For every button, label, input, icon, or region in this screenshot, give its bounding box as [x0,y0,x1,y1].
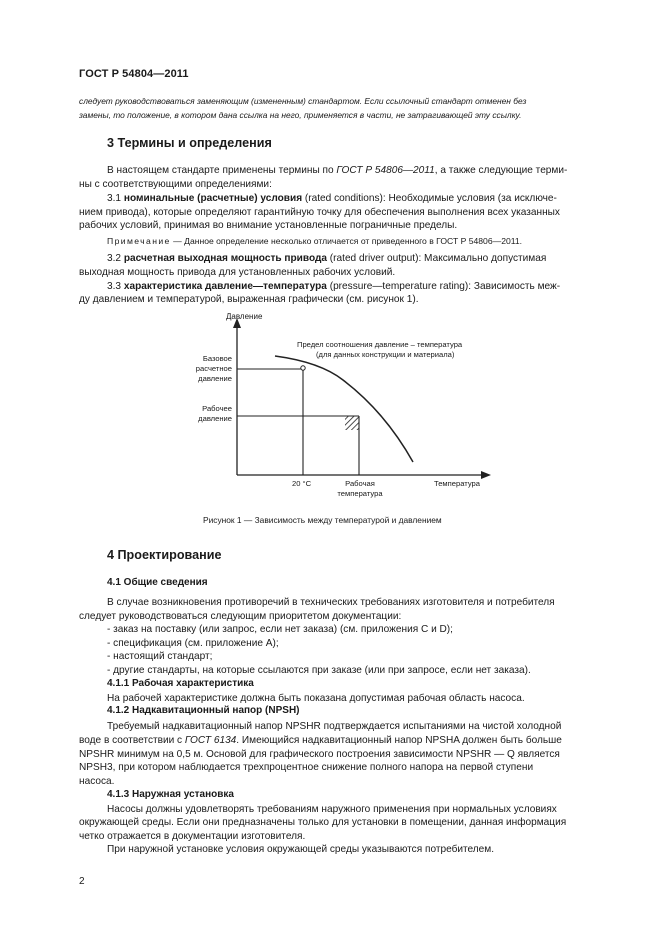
term-3-2: 3.2 расчетная выходная мощность привода (rated driver output): Максимально допустимая [107,253,547,264]
curve-label-line-1: Предел соотношения давление – температура [297,340,463,349]
section-4-1-2-line-2: воде в соответствии с ГОСТ 6134. Имеющийся надкавитационный напор NPSHA должен быть больше [79,735,562,746]
work-pressure-label: Рабочее давление [198,404,232,423]
term-3-3-line-2: ду давлением и температурой, выраженная графически (см. рисунок 1). [79,294,419,306]
section-4-1-2-line-3: NPSHR минимум на 0,5 м. Основой для графического построения зависимости NPSHR — Q является [79,748,560,760]
section-4-1-heading: 4.1 Общие сведения [107,577,208,588]
section-4-1-2-heading: 4.1.2 Надкавитационный напор (NPSH) [107,705,300,717]
figure-1-caption: Рисунок 1 — Зависимость между температурой и давлением [203,515,442,525]
limit-curve [275,356,413,462]
section-4-1-1-text: На рабочей характеристике должна быть показана допустимая рабочая область насоса. [107,692,525,704]
section-3-paragraph-1: В настоящем стандарте применены термины по ГОСТ Р 54806—2011, а также следующие терми- [107,165,568,176]
term-3-2-name: расчетная выходная мощность привода [123,253,327,264]
hatched-operating-zone [345,416,359,430]
term-3-1-line-3: рабочих условий, принимая во внимание установленные пограничные пределы. [79,220,458,232]
term-3-3-name: характеристика давление—температура [123,280,327,292]
term-3-1-name: номинальные (расчетные) условия [123,193,303,204]
term-3-1-note: Примечание — Данное определение несколько отличается от приведенного в ГОСТ Р 54806—2011. [107,236,523,246]
document-header: ГОСТ Р 54804—2011 [79,68,189,80]
x-tick-20c: 20 °С [292,479,312,488]
term-3-2-line-2: выходная мощность привода для установленных рабочих условий. [79,266,396,278]
section-4-1-2-line-4: NPSH3, при котором наблюдается трехпроцентное снижение полного напора на первой ступени [79,762,534,774]
priority-list-item: - другие стандарты, на которые ссылаются при заказе (или при запросе, если нет заказа). [107,665,531,676]
section-3-paragraph-1-line-2: ны с соответствующими определениями: [79,179,272,190]
section-4-1-3-line-4: При наружной установке условия окружающей среды указываются потребителем. [107,844,495,856]
term-3-3: 3.3 характеристика давление—температура (pressure—temperature rating): Зависимость меж- [107,280,561,292]
gost-6134-reference-link[interactable]: ГОСТ 6134 [184,735,237,746]
section-4-1-3-line-3: четко отражается в документации изготовителя. [79,830,306,842]
base-pressure-label: Базовое расчетное давление [195,354,232,383]
priority-list-item: - спецификация (см. приложение А); [107,637,279,649]
section-4-1-3-line-1: Насосы должны удовлетворять требованиям наружного применения при нормальных условиях [107,803,557,815]
section-4-1-paragraph-line-2: следует руководствоваться следующим приоритетом документации: [79,610,402,622]
section-4-1-3-heading: 4.1.3 Наружная установка [107,789,234,800]
x-axis-label: Температура [434,479,480,488]
section-4-1-2-line-1: Требуемый надкавитационный напор NPSHR подтверждается испытаниями на чистой холодной [107,721,562,733]
section-4-heading: 4 Проектирование [107,548,222,562]
x-axis-arrow [481,471,491,479]
term-3-1: 3.1 номинальные (расчетные) условия (rated conditions): Необходимые условия (за исключе- [107,193,557,204]
priority-list-item: - заказ на поставку (или запрос, если нет заказа) (см. приложения С и D); [107,624,453,636]
curve-label-line-2: (для данных конструкции и материала) [316,350,455,359]
note-label: Примечание [107,236,171,246]
page-number: 2 [79,876,85,887]
section-4-1-2-line-5: насоса. [79,775,115,787]
section-4-1-1-heading: 4.1.1 Рабочая характеристика [107,678,254,689]
priority-list-item: - настоящий стандарт; [107,651,213,663]
term-3-1-line-2: нием привода), которые определяют гарантийную точку для обеспечения выполнения всех указанных [79,206,560,218]
rating-point-marker [301,366,305,370]
section-4-1-paragraph-line-1: В случае возникновения противоречий в технических требованиях изготовителя и потребителя [107,597,555,608]
section-3-heading: 3 Термины и определения [107,136,272,150]
intro-italic-line-1: следует руководствоваться заменяющим (измененным) стандартом. Если ссылочный стандарт отменен без [79,96,527,106]
section-4-1-3-line-2: окружающей среды. Если они предназначены только для установки в помещении, данная информация [79,817,567,829]
y-axis-label: Давление [226,312,263,321]
gost-reference-link[interactable]: ГОСТ Р 54806—2011 [336,165,435,176]
intro-italic-line-2: замены, то положение, в котором дана ссылка на него, применяется в части, не затрагивающей эту ссылку. [79,110,522,120]
x-tick-work-temperature: Рабочая температура [337,479,383,498]
